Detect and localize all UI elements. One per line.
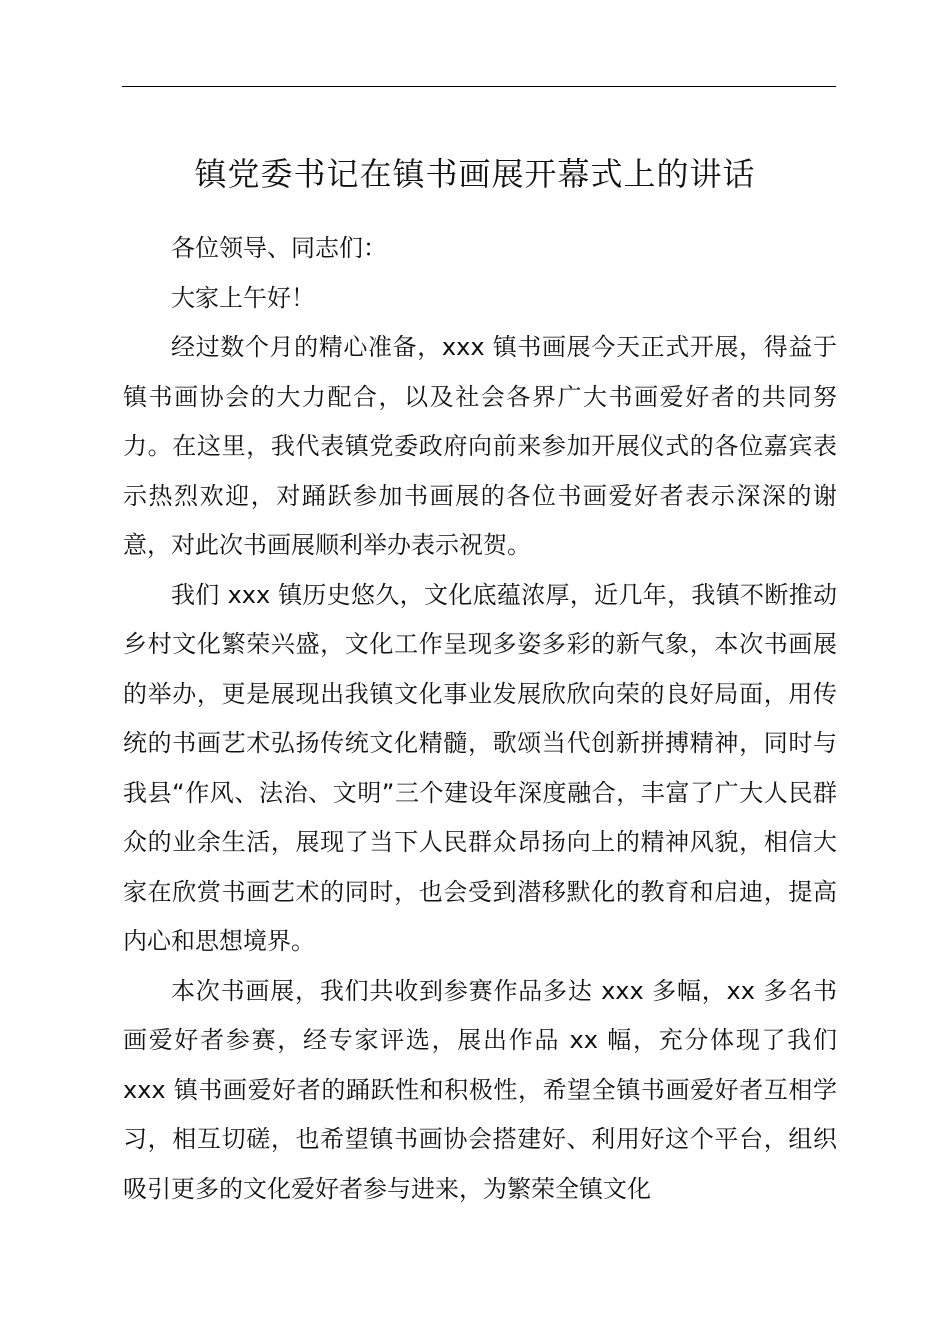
document-title: 镇党委书记在镇书画展开幕式上的讲话 xyxy=(194,155,756,193)
body-paragraph: 本次书画展，我们共收到参赛作品多达 xxx 多幅，xx 多名书画爱好者参赛，经专家评选，展出作品 xx 幅，充分体现了我们 xxx 镇书画爱好者的踊跃性和积极性，希望全镇书画爱好者互相学习，相互切磋，也希望镇书画协会搭建好、利用好这个平台，组织吸引更多的文化爱好者参与进来，为繁荣全镇文化 xyxy=(123,976,837,1203)
body-paragraph: 我们 xxx 镇历史悠久，文化底蕴浓厚，近几年，我镇不断推动乡村文化繁荣兴盛，文化工作呈现多姿多彩的新气象，本次书画展的举办，更是展现出我镇文化事业发展欣欣向荣的良好局面，用传统的书画艺术弘扬传统文化精髓，歌颂当代创新拼搏精神，同时与我县“作风、法治、文明”三个建设年深度融合，丰富了广大人民群众的业余生活，展现了当下人民群众昂扬向上的精神风貌，相信大家在欣赏书画艺术的同时，也会受到潜移默化的教育和启迪，提高内心和思想境界。 xyxy=(123,580,837,955)
body-paragraph: 经过数个月的精心准备，xxx 镇书画展今天正式开展，得益于镇书画协会的大力配合，以及社会各界广大书画爱好者的共同努力。在这里，我代表镇党委政府向前来参加开展仪式的各位嘉宾表示热烈欢迎，对踊跃参加书画展的各位书画爱好者表示深深的谢意，对此次书画展顺利举办表示祝贺。 xyxy=(123,333,837,559)
greeting-paragraph: 大家上午好！ xyxy=(171,283,315,312)
header-rule xyxy=(122,86,836,87)
document-body xyxy=(123,224,837,1214)
salutation-paragraph: 各位领导、同志们： xyxy=(171,234,387,262)
